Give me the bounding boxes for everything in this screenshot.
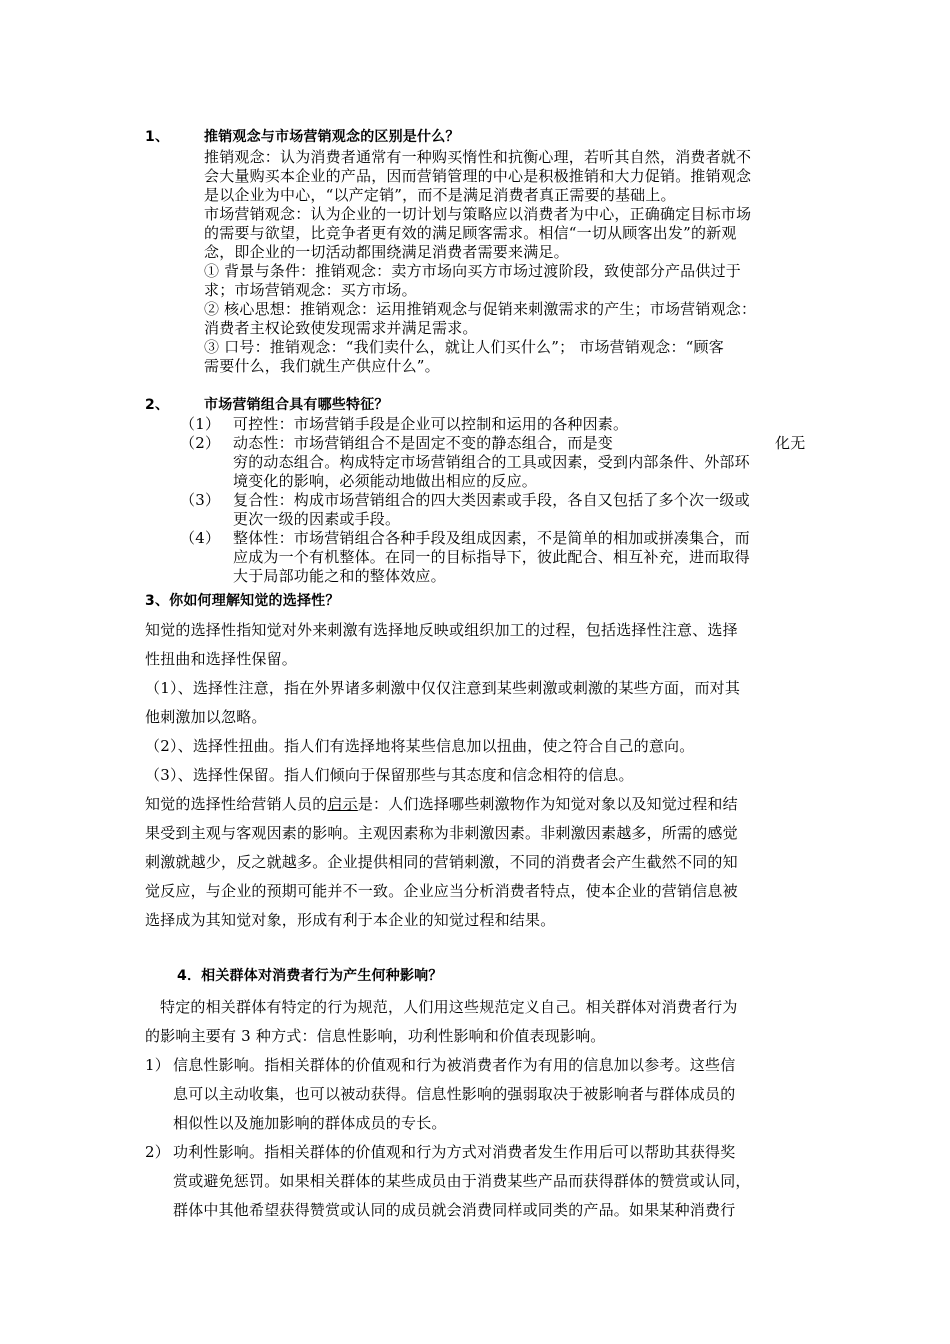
q1-line: 推销观念：认为消费者通常有一种购买惰性和抗衡心理，若听其自然，消费者就不: [204, 148, 752, 166]
q3-line: 刺激就越少，反之就越多。企业提供相同的营销刺激，不同的消费者会产生截然不同的知: [145, 853, 738, 871]
q4-item-line: 相似性以及施加影响的群体成员的专长。: [173, 1114, 447, 1132]
q2-number: 2、: [145, 397, 170, 413]
q4-item-line: 群体中其他希望获得赞赏或认同的成员就会消费同样或同类的产品。如果某种消费行: [173, 1201, 736, 1219]
q3-line: 他刺激加以忽略。: [145, 708, 267, 726]
q2-item-line: 更次一级的因素或手段。: [233, 510, 401, 528]
q2-title: 市场营销组合具有哪些特征？: [204, 397, 389, 413]
q2-item-line: 穷的动态组合。构成特定市场营销组合的工具或因素，受到内部条件、外部环: [233, 453, 750, 471]
q3-line: （3）、选择性保留。指人们倾向于保留那些与其态度和信念相符的信息。: [145, 766, 634, 784]
q4-title: 4．相关群体对消费者行为产生何种影响？: [177, 968, 443, 984]
q1-number: 1、: [145, 129, 170, 145]
q3-line: （1）、选择性注意，指在外界诸多刺激中仅仅注意到某些刺激或刺激的某些方面，而对其: [145, 679, 741, 697]
q1-line: 会大量购买本企业的产品，因而营销管理的中心是积极推销和大力促销。推销观念: [204, 167, 752, 185]
q2-item-number: （1）: [180, 415, 221, 433]
q3-enlight-pre: 知觉的选择性给营销人员的: [145, 795, 328, 813]
q3-title: 3、你如何理解知觉的选择性？: [145, 593, 340, 609]
q4-item-line: 功利性影响。指相关群体的价值观和行为方式对消费者发生作用后可以帮助其获得奖: [173, 1143, 736, 1161]
q3-line: 性扭曲和选择性保留。: [145, 650, 298, 668]
q1-line: 念，即企业的一切活动都围绕满足消费者需要来满足。: [204, 243, 569, 261]
q3-line: （2）、选择性扭曲。指人们有选择地将某些信息加以扭曲，使之符合自己的意向。: [145, 737, 695, 755]
q4-intro-line: 特定的相关群体有特定的行为规范，人们用这些规范定义自己。相关群体对消费者行为: [160, 998, 738, 1016]
q2-item-line: 境变化的影响，必须能动地做出相应的反应。: [233, 472, 538, 490]
q4-item-line: 息可以主动收集，也可以被动获得。信息性影响的强弱取决于被影响者与群体成员的: [173, 1085, 736, 1103]
q1-line: 市场营销观念：认为企业的一切计划与策略应以消费者为中心，正确确定目标市场: [204, 205, 752, 223]
q4-item-number: 1）: [145, 1056, 170, 1074]
q1-line: 求；市场营销观念：买方市场。: [204, 281, 417, 299]
q3-line: 果受到主观与客观因素的影响。主观因素称为非刺激因素。非刺激因素越多，所需的感觉: [145, 824, 738, 842]
q2-item-line: 应成为一个有机整体。在同一的目标指导下，彼此配合、相互补充，进而取得: [233, 548, 750, 566]
q4-item-line: 赏或避免惩罚。如果相关群体的某些成员由于消费某些产品而获得群体的赞赏或认同，: [173, 1172, 751, 1190]
q2-item-line: 大于局部功能之和的整体效应。: [233, 567, 446, 585]
q1-line: 是以企业为中心，“以产定销”，而不是满足消费者真正需要的基础上。: [204, 186, 676, 204]
q1-title: 推销观念与市场营销观念的区别是什么？: [204, 129, 460, 145]
q2-item-number: （2）: [180, 434, 221, 452]
q2-item-line: 整体性：市场营销组合各种手段及组成因素，不是简单的相加或拼凑集合，而: [233, 529, 750, 547]
q3-line: 觉反应，与企业的预期可能并不一致。企业应当分析消费者特点，使本企业的营销信息被: [145, 882, 738, 900]
q4-item-line: 信息性影响。指相关群体的价值观和行为被消费者作为有用的信息加以参考。这些信: [173, 1056, 736, 1074]
q1-line: ③ 口号：推销观念：“我们卖什么，就让人们买什么”； 市场营销观念：“顾客: [204, 338, 724, 356]
q2-item-number: （3）: [180, 491, 221, 509]
q3-line: 选择成为其知觉对象，形成有利于本企业的知觉过程和结果。: [145, 911, 556, 929]
q3-enlightenment-line: [145, 795, 738, 814]
q1-line: ① 背景与条件：推销观念：卖方市场向买方市场过渡阶段，致使部分产品供过于: [204, 262, 741, 280]
q2-item-line: 复合性：构成市场营销组合的四大类因素或手段，各自又包括了多个次一级或: [233, 491, 750, 509]
q2-item-line-tail: 化无: [775, 434, 806, 452]
q3-enlight-underlined: 启示: [327, 795, 358, 813]
q3-enlight-post: 是：人们选择哪些刺激物作为知觉对象以及知觉过程和结: [357, 795, 738, 813]
q4-intro-line: 的影响主要有 3 种方式：信息性影响，功利性影响和价值表现影响。: [145, 1027, 606, 1045]
q1-line: 的需要与欲望，比竞争者更有效的满足顾客需求。相信“一切从顾客出发”的新观: [204, 224, 737, 242]
q2-item-line: 动态性：市场营销组合不是固定不变的静态组合，而是变: [233, 434, 614, 452]
q2-item-number: （4）: [180, 529, 221, 547]
q1-line: 需要什么，我们就生产供应什么”。: [204, 357, 440, 375]
q3-line: 知觉的选择性指知觉对外来刺激有选择地反映或组织加工的过程，包括选择性注意、选择: [145, 621, 738, 639]
q2-item-line: 可控性：市场营销手段是企业可以控制和运用的各种因素。: [233, 415, 629, 433]
q1-line: 消费者主权论致使发现需求并满足需求。: [204, 319, 478, 337]
q1-line: ② 核心思想：推销观念：运用推销观念与促销来刺激需求的产生；市场营销观念：: [204, 300, 757, 318]
q4-item-number: 2）: [145, 1143, 170, 1161]
